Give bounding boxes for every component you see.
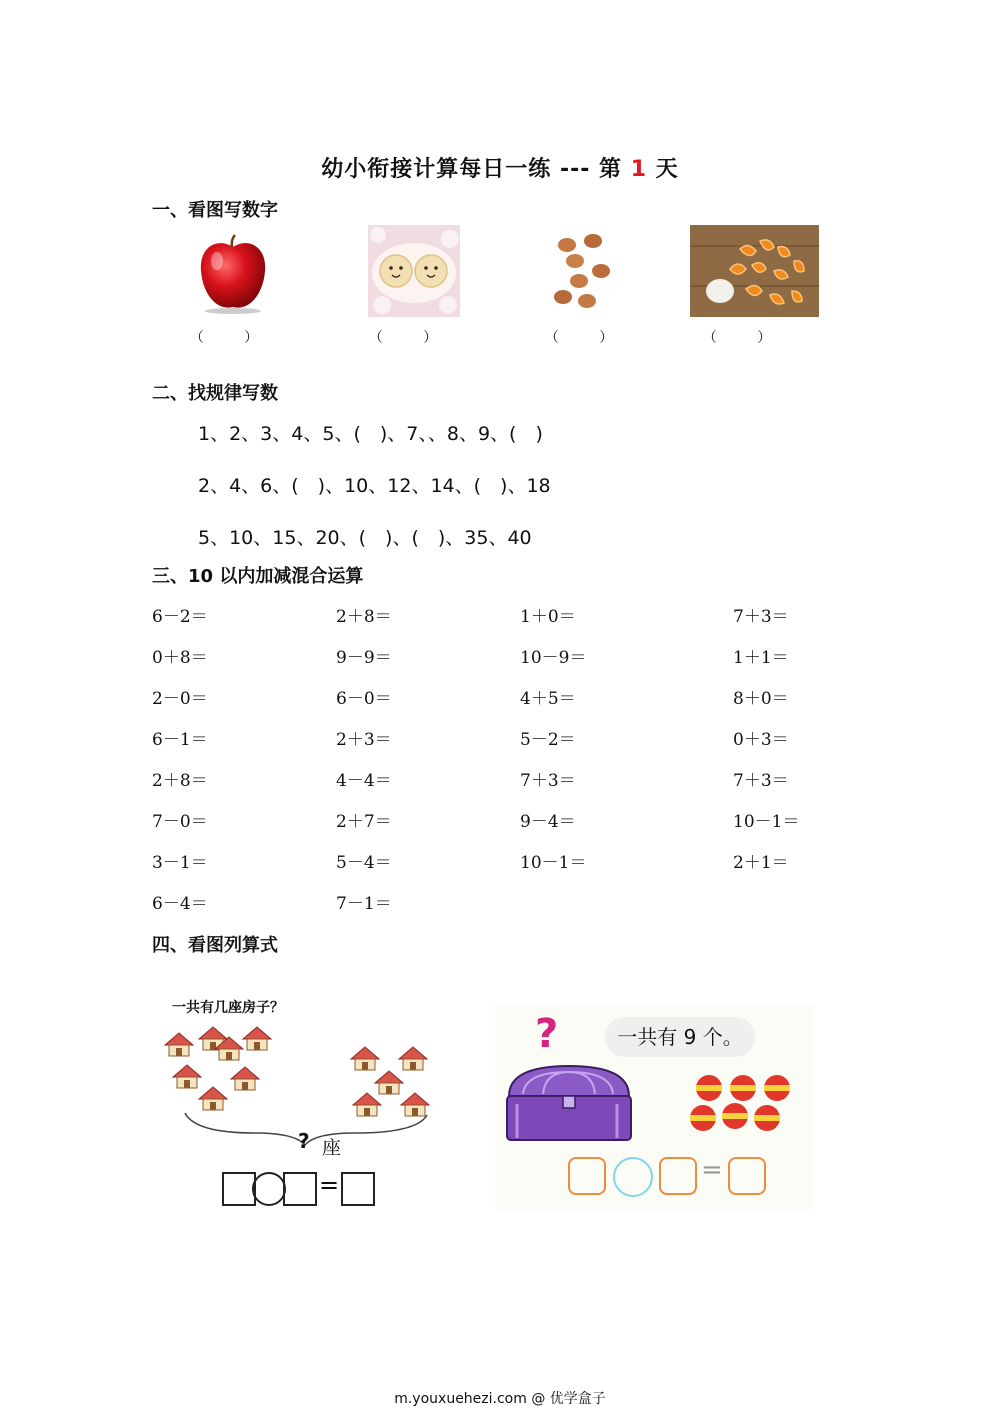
house-group-left xyxy=(165,1027,271,1110)
operator-circle[interactable] xyxy=(252,1172,286,1206)
equation-item: 6－2＝ xyxy=(152,607,208,627)
answer-box-2[interactable] xyxy=(659,1157,697,1195)
equation-item: 10－1＝ xyxy=(520,853,587,873)
equation-item: 8＋0＝ xyxy=(733,689,789,709)
treasure-chest xyxy=(507,1066,631,1140)
answer-blank-oranges[interactable]: （ ） xyxy=(702,330,790,346)
equation-item: 6－1＝ xyxy=(152,730,208,750)
answer-box-result[interactable] xyxy=(341,1172,375,1206)
sequence-row-2: 2、4、6、( )、10、12、14、( )、18 xyxy=(198,475,551,497)
operator-circle[interactable] xyxy=(613,1157,653,1197)
equation-item: 1＋0＝ xyxy=(520,607,576,627)
sequence-row-3: 5、10、15、20、( )、( )、35、40 xyxy=(198,527,532,549)
equation-item: 2＋3＝ xyxy=(336,730,392,750)
day-number: 1 xyxy=(630,157,647,182)
answer-box-1[interactable] xyxy=(222,1172,256,1206)
equation-item: 0＋3＝ xyxy=(733,730,789,750)
houses-unit-label: 座 xyxy=(322,1137,342,1159)
equation-item: 10－9＝ xyxy=(520,648,587,668)
equation-item: 6－0＝ xyxy=(336,689,392,709)
equation-item: 1＋1＝ xyxy=(733,648,789,668)
equation-item: 9－4＝ xyxy=(520,812,576,832)
equation-item: 7＋3＝ xyxy=(733,607,789,627)
footer-credit: m.youxuehezi.com @ 优学盒子 xyxy=(394,1391,606,1407)
equals-sign: = xyxy=(319,1171,340,1199)
section-3-heading: 三、10 以内加减混合运算 xyxy=(152,566,364,587)
equation-item: 4－4＝ xyxy=(336,771,392,791)
section-1-heading: 一、看图写数字 xyxy=(152,200,278,221)
eggs-image xyxy=(545,225,637,317)
answer-box-1[interactable] xyxy=(568,1157,606,1195)
total-speech-bubble: 一共有 9 个。 xyxy=(605,1017,755,1057)
equation-item: 7＋3＝ xyxy=(733,771,789,791)
answer-blank-apple[interactable]: （ ） xyxy=(189,330,277,346)
page-title: 幼小衔接计算每日一练 --- 第 1 天 xyxy=(321,157,679,182)
answer-box-result[interactable] xyxy=(728,1157,766,1195)
houses-question-mark: ? xyxy=(298,1129,310,1153)
equals-sign: = xyxy=(701,1155,723,1185)
equation-item: 3－1＝ xyxy=(152,853,208,873)
equation-item: 2＋1＝ xyxy=(733,853,789,873)
equation-item: 7＋3＝ xyxy=(520,771,576,791)
answer-blank-eggs[interactable]: （ ） xyxy=(544,330,632,346)
houses-figure xyxy=(155,985,455,1210)
answer-blank-cookies[interactable]: （ ） xyxy=(368,330,456,346)
equation-item: 7－1＝ xyxy=(336,894,392,914)
decorated-balls xyxy=(690,1075,790,1131)
equation-item: 0＋8＝ xyxy=(152,648,208,668)
houses-question: 一共有几座房子？ xyxy=(172,1000,284,1016)
section-2-heading: 二、找规律写数 xyxy=(152,383,278,404)
chest-figure xyxy=(495,1005,813,1210)
answer-box-2[interactable] xyxy=(283,1172,317,1206)
section-4-heading: 四、看图列算式 xyxy=(152,935,278,956)
equation-item: 10－1＝ xyxy=(733,812,800,832)
chest-question-mark: ? xyxy=(535,1011,559,1057)
equation-item: 6－4＝ xyxy=(152,894,208,914)
house-group-right xyxy=(351,1047,429,1116)
oranges-image xyxy=(690,225,819,317)
equation-item: 5－4＝ xyxy=(336,853,392,873)
equation-item: 2－0＝ xyxy=(152,689,208,709)
equation-item: 9－9＝ xyxy=(336,648,392,668)
equation-item: 2＋8＝ xyxy=(152,771,208,791)
cookies-image xyxy=(368,225,460,317)
equation-item: 2＋8＝ xyxy=(336,607,392,627)
equation-item: 7－0＝ xyxy=(152,812,208,832)
apple-image xyxy=(187,225,279,317)
equation-item: 2＋7＝ xyxy=(336,812,392,832)
equation-item: 4＋5＝ xyxy=(520,689,576,709)
equation-item: 5－2＝ xyxy=(520,730,576,750)
sequence-row-1: 1、2、3、4、5、( )、7、、8、9、( ) xyxy=(198,423,543,445)
